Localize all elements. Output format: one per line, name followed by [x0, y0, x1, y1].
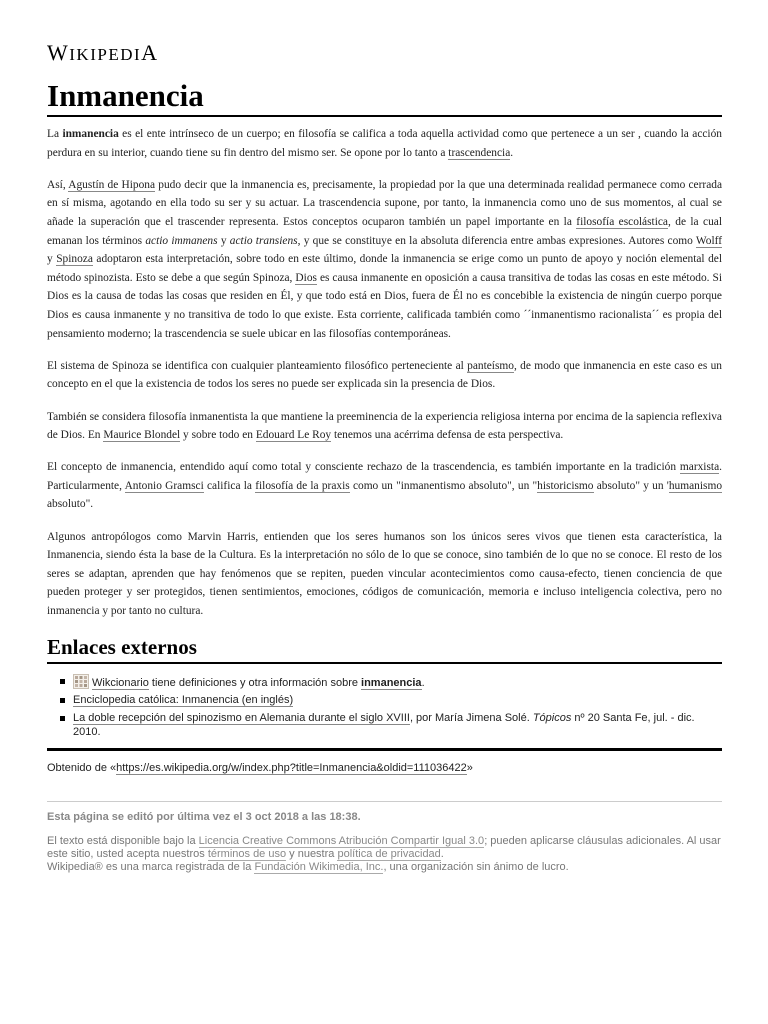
paragraph-spinoza: El sistema de Spinoza se identifica con cualquier planteamiento filosófico perteneciente al panteísmo, de modo que inmanencia en este caso es un concepto en el que la existencia de todos los seres no puede ser explicada sin la presencia de Dios.	[47, 359, 722, 391]
link-antonio-gramsci[interactable]: Antonio Gramsci	[124, 479, 204, 492]
page	[47, 0, 722, 874]
bullet	[60, 698, 65, 703]
link-agustin-de-hipona[interactable]: Agustín de Hipona	[68, 178, 156, 191]
link-marxista[interactable]: marxista	[679, 461, 720, 474]
link-privacy-policy[interactable]: política de privacidad	[337, 848, 441, 860]
link-doble-recepcion-spinozismo[interactable]: La doble recepción del spinozismo en Alemania durante el siglo XVIII	[73, 711, 410, 724]
list-item: Wikcionario tiene definiciones y otra información sobre inmanencia.	[73, 674, 722, 691]
bullet	[60, 716, 65, 721]
footer	[47, 811, 722, 874]
link-inmanencia-wiktionary[interactable]: inmanencia	[361, 676, 422, 689]
list-item: La doble recepción del spinozismo en Alemania durante el siglo XVIII, por María Jimena Solé. Tópicos nº 20 Santa Fe, jul. - dic. 2010.	[73, 711, 722, 740]
last-edited-notice: Esta página se editó por última vez el 3 oct 2018 a las 18:38.	[47, 811, 361, 823]
link-historicismo[interactable]: historicismo	[537, 479, 594, 492]
page-title: Inmanencia	[47, 79, 722, 117]
link-wikimedia-foundation[interactable]: Fundación Wikimedia, Inc.	[254, 861, 384, 873]
link-wikcionario[interactable]: Wikcionario	[92, 676, 149, 689]
retrieved-from: Obtenido de «https://es.wikipedia.org/w/index.php?title=Inmanencia&oldid=111036422»	[47, 762, 473, 774]
paragraph-anthropology: Algunos antropólogos como Marvin Harris, entienden que los seres humanos son los únicos seres vivos que tienen esta característica, la Inmanencia, siendo ésta la base de la Cultura. Es la interpretación no sólo de lo que se conoce, sino también de lo que no se conoce. El resto de los seres se adaptan, aprenden que hay fenómenos que se repiten, pueden vincular acontecimientos como causa-efecto, tienen conciencia de que pueden proteger y ser protegidos, tienen sentimientos, emociones, códigos de comunicación, memoria e incluso inteligencia colectiva, pero no inmanencia y por tanto no cultura.	[47, 530, 722, 618]
link-wolff[interactable]: Wolff	[695, 234, 722, 247]
link-permanent-url[interactable]: https://es.wikipedia.org/w/index.php?title=Inmanencia&oldid=111036422	[116, 762, 467, 774]
external-links-list	[47, 674, 722, 740]
list-item	[73, 693, 722, 708]
paragraph-history: Así, Agustín de Hipona pudo decir que la inmanencia es, precisamente, la propiedad por la que una determinada realidad permanece como cerrada en sí misma, agotando en ella todo su ser y su actuar. La trascendencia supone, por tanto, la inmanencia como uno de sus momentos, al cual se añade la superación que el trascender representa. Estos conceptos ocuparon también un papel importante en la filosofía escolástica, de la cual emanan los términos actio immanens y actio transiens, y que se constituye en la absoluta diferencia entre ambas expresiones. Autores como Wolff y Spinoza adoptaron esta interpretación, sobre todo en este último, donde la inmanencia se erige como un punto de apoyo y noción elemental del método spinozista. Esto se debe a que según Spinoza, Dios es causa inmanente en oposición a causa transitiva de todas las cosas en este método. Si Dios es la causa de todas las cosas que residen en Él, y que todo está en Dios, fuera de Él no es concebible la existencia de ningún cuerpo porque Dios es causa inmanente y no transitiva de todo lo que existe. Esta corriente, calificada también como ´´inmanentismo racionalista´´ es propia del pensamiento moderno; la trascendencia se suele ubicar en las filosofías contemporáneas.	[47, 178, 723, 340]
link-enciclopedia-catolica[interactable]: Enciclopedia católica: Inmanencia (en inglés)	[73, 694, 294, 707]
paragraph-intro: La inmanencia es el ente intrínseco de un cuerpo; en filosofía se califica a toda aquella actividad como que pertenece a un ser , cuando la acción perdura en su interior, cuando tiene su fin dentro del mismo ser. Se opone por lo tanto a trascendencia.	[47, 128, 722, 159]
link-filosofia-de-la-praxis[interactable]: filosofía de la praxis	[255, 479, 350, 492]
wikipedia-wordmark[interactable]: WIKIPEDIA	[47, 40, 159, 65]
wiktionary-icon	[73, 674, 89, 689]
article-body	[47, 125, 722, 621]
section-heading-external-links: Enlaces externos	[47, 635, 722, 664]
link-trascendencia[interactable]: trascendencia	[448, 146, 511, 159]
link-terms-of-use[interactable]: términos de uso	[207, 848, 287, 860]
divider	[47, 748, 722, 751]
link-panteismo[interactable]: panteísmo	[467, 359, 514, 372]
paragraph-religious: También se considera filosofía inmanentista la que mantiene la preeminencia de la experiencia religiosa interna por encima de la sapiencia reflexiva de Dios. En Maurice Blondel y sobre todo en Edouard Le Roy tenemos una acérrima defensa de esta perspectiva.	[47, 410, 722, 442]
link-cc-license[interactable]: Licencia Creative Commons Atribución Compartir Igual 3.0	[198, 835, 485, 847]
link-spinoza[interactable]: Spinoza	[56, 253, 93, 266]
link-humanismo[interactable]: humanismo	[668, 479, 723, 492]
link-edouard-le-roy[interactable]: Edouard Le Roy	[255, 429, 332, 442]
link-dios[interactable]: Dios	[295, 271, 317, 284]
paragraph-marxism: El concepto de inmanencia, entendido aquí como total y consciente rechazo de la trascendencia, es también importante en la tradición marxista. Particularmente, Antonio Gramsci califica la filosofía de la praxis como un "inmanentismo absoluto", un "historicismo absoluto" y un 'humanismo absoluto".	[47, 461, 723, 511]
license-notice: El texto está disponible bajo la Licencia Creative Commons Atribución Compartir Igual 3.0; pueden aplicarse cláusulas adicionales. Al usar este sitio, usted acepta nuestros términos de uso y nuestra política de privacidad. Wikipedia® es una marca registrada de la Fundación Wikimedia, Inc., una organización sin ánimo de lucro.	[47, 835, 721, 873]
link-maurice-blondel[interactable]: Maurice Blondel	[103, 429, 181, 442]
link-filosofia-escolastica[interactable]: filosofía escolástica	[576, 215, 668, 228]
footer-divider	[47, 801, 722, 802]
bold-term: inmanencia	[62, 128, 119, 140]
bullet	[60, 679, 65, 684]
